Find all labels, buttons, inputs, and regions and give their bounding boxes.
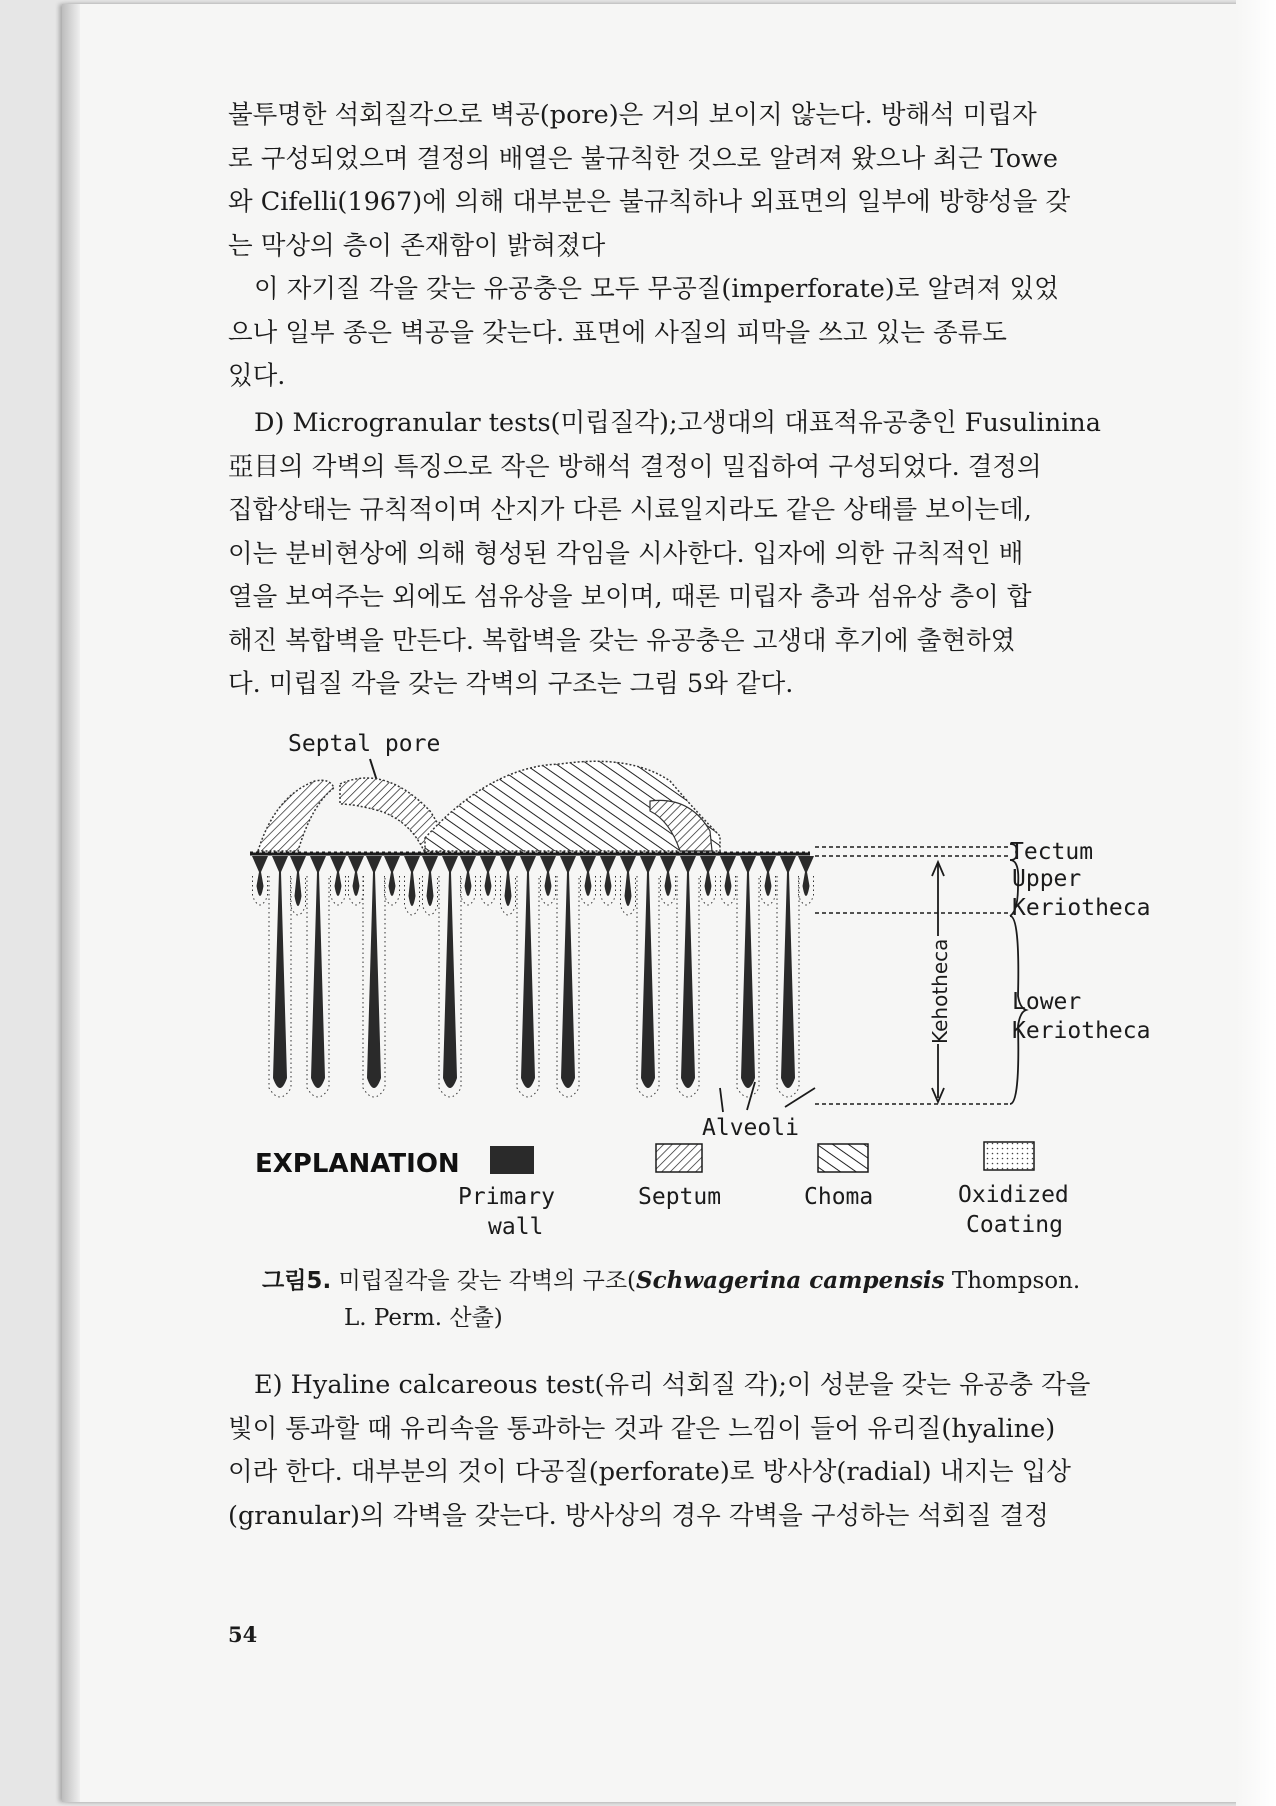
text-line: 불투명한 석회질각으로 벽공(pore)은 거의 보이지 않는다. 방해석 미립자 bbox=[228, 100, 1037, 130]
alveolus-column bbox=[760, 856, 776, 896]
caption-figure-number: 그림5. bbox=[262, 1268, 332, 1294]
alveolus-column bbox=[780, 856, 796, 1088]
pointer-line bbox=[785, 1088, 815, 1107]
legend-oxidized-swatch bbox=[984, 1142, 1034, 1170]
caption-text: 미립질각을 갖는 각벽의 구조( bbox=[331, 1268, 637, 1294]
text-line: (granular)의 각벽을 갖는다. 방사상의 경우 각벽을 구성하는 석회질 결정 bbox=[228, 1500, 1049, 1531]
alveolus-column bbox=[740, 856, 756, 1088]
pointer-line bbox=[370, 759, 377, 781]
legend-primary-label-2: wall bbox=[488, 1214, 544, 1240]
alveolus-column bbox=[540, 856, 556, 896]
alveolus-column bbox=[560, 856, 576, 1088]
alveolus-column bbox=[600, 856, 616, 896]
label-lower: Lower bbox=[1012, 989, 1082, 1015]
page-edge bbox=[1236, 0, 1276, 1806]
caption-species: Schwagerina campensis bbox=[636, 1267, 945, 1294]
septum-shape bbox=[258, 780, 334, 851]
alveolus-column bbox=[252, 856, 268, 896]
page-number: 54 bbox=[228, 1622, 258, 1647]
alveolus-column bbox=[272, 856, 288, 1088]
alveolus-column bbox=[366, 856, 382, 1088]
alveolus-column bbox=[580, 856, 596, 896]
text-line: 亞目의 각벽의 특징으로 작은 방해석 결정이 밀집하여 구성되었다. 결정의 bbox=[228, 451, 1042, 482]
paragraph-top bbox=[228, 94, 1164, 268]
legend-oxidized-label: Oxidized bbox=[958, 1182, 1069, 1208]
label-keriotheca-lower: Keriotheca bbox=[1012, 1018, 1151, 1044]
text-line: 이라 한다. 대부분의 것이 다공질(perforate)로 방사상(radial) 내지는 입상 bbox=[228, 1457, 1071, 1487]
alveolus-column bbox=[500, 856, 516, 906]
caption-author: Thompson. bbox=[944, 1268, 1081, 1294]
text-line: 빛이 통과할 때 유리속을 통과하는 것과 같은 느낌이 들어 유리질(hyaline) bbox=[228, 1413, 1056, 1444]
alveolus-column bbox=[460, 856, 476, 896]
label-keriotheca-upper: Keriotheca bbox=[1012, 895, 1151, 921]
text-line: 다. 미립질 각을 갖는 각벽의 구조는 그림 5와 같다. bbox=[228, 669, 794, 699]
text-line: 이는 분비현상에 의해 형성된 각임을 시사한다. 입자에 의한 규칙적인 배 bbox=[228, 538, 1024, 569]
alveolus-column bbox=[660, 856, 676, 896]
legend-septum-swatch bbox=[656, 1144, 702, 1172]
alveolus-column bbox=[330, 856, 346, 896]
explanation-title: EXPLANATION bbox=[255, 1149, 460, 1179]
paragraph-e bbox=[228, 1364, 1164, 1538]
alveolus-column bbox=[384, 856, 400, 896]
text-line: 있다. bbox=[228, 361, 286, 391]
alveolus-column bbox=[404, 856, 420, 906]
text-line: 열을 보여주는 외에도 섬유상을 보이며, 때론 미립자 층과 섬유상 층이 합 bbox=[228, 582, 1032, 612]
wall-structure-diagram bbox=[250, 726, 1170, 1246]
figure-caption bbox=[262, 1262, 1142, 1337]
paragraph-mid bbox=[228, 268, 1164, 399]
alveolus-column bbox=[442, 856, 458, 1088]
legend-septum-label: Septum bbox=[638, 1184, 722, 1210]
alveolus-column bbox=[480, 856, 496, 896]
text-line: 와 Cifelli(1967)에 의해 대부분은 불규칙하나 외표면의 일부에 방향성을 갖 bbox=[228, 187, 1071, 217]
legend-coating-label: Coating bbox=[966, 1212, 1063, 1238]
alveolus-column bbox=[720, 856, 736, 896]
alveolus-column bbox=[798, 856, 814, 896]
legend-primary-wall-swatch bbox=[490, 1146, 534, 1174]
label-alveoli: Alveoli bbox=[702, 1115, 799, 1141]
alveolus-column bbox=[348, 856, 364, 896]
text-line: E) Hyaline calcareous test(유리 석회질 각);이 성분을 갖는 유공충 각을 bbox=[254, 1370, 1091, 1400]
pointer-line bbox=[720, 1088, 723, 1112]
label-kehotheca: Kehotheca bbox=[928, 938, 952, 1044]
alveolus-column bbox=[290, 856, 306, 906]
alveolus-column bbox=[422, 856, 438, 906]
alveolus-column bbox=[700, 856, 716, 896]
label-upper: Upper bbox=[1012, 866, 1082, 892]
alveolus-column bbox=[620, 856, 636, 906]
legend-primary-label: Primary bbox=[458, 1184, 555, 1210]
alveolus-column bbox=[310, 856, 326, 1088]
legend-choma-swatch bbox=[818, 1144, 868, 1172]
label-tectum: Tectum bbox=[1010, 839, 1094, 865]
alveolus-column bbox=[680, 856, 696, 1088]
alveoli-group bbox=[252, 856, 814, 1097]
alveolus-column bbox=[520, 856, 536, 1088]
label-septal-pore: Septal pore bbox=[288, 731, 441, 757]
paragraph-d bbox=[228, 402, 1164, 707]
text-line: 해진 복합벽을 만든다. 복합벽을 갖는 유공충은 고생대 후기에 출현하였 bbox=[228, 625, 1016, 656]
caption-line-2: L. Perm. 산출) bbox=[344, 1305, 503, 1331]
text-line: 로 구성되었으며 결정의 배열은 불규칙한 것으로 알려져 왔으나 최근 Towe bbox=[228, 143, 1058, 174]
text-line: 는 막상의 층이 존재함이 밝혀졌다 bbox=[228, 230, 606, 261]
legend-choma-label: Choma bbox=[804, 1184, 874, 1210]
text-line: 으나 일부 종은 벽공을 갖는다. 표면에 사질의 피막을 쓰고 있는 종류도 bbox=[228, 317, 1007, 348]
text-line: 이 자기질 각을 갖는 유공충은 모두 무공질(imperforate)로 알려져 있었 bbox=[254, 274, 1059, 304]
book-spine bbox=[62, 4, 80, 1802]
text-line: D) Microgranular tests(미립질각);고생대의 대표적유공충인 Fusulinina bbox=[254, 408, 1101, 438]
text-line: 집합상태는 규칙적이며 산지가 다른 시료일지라도 같은 상태를 보이는데, bbox=[228, 495, 1032, 525]
alveolus-column bbox=[640, 856, 656, 1088]
